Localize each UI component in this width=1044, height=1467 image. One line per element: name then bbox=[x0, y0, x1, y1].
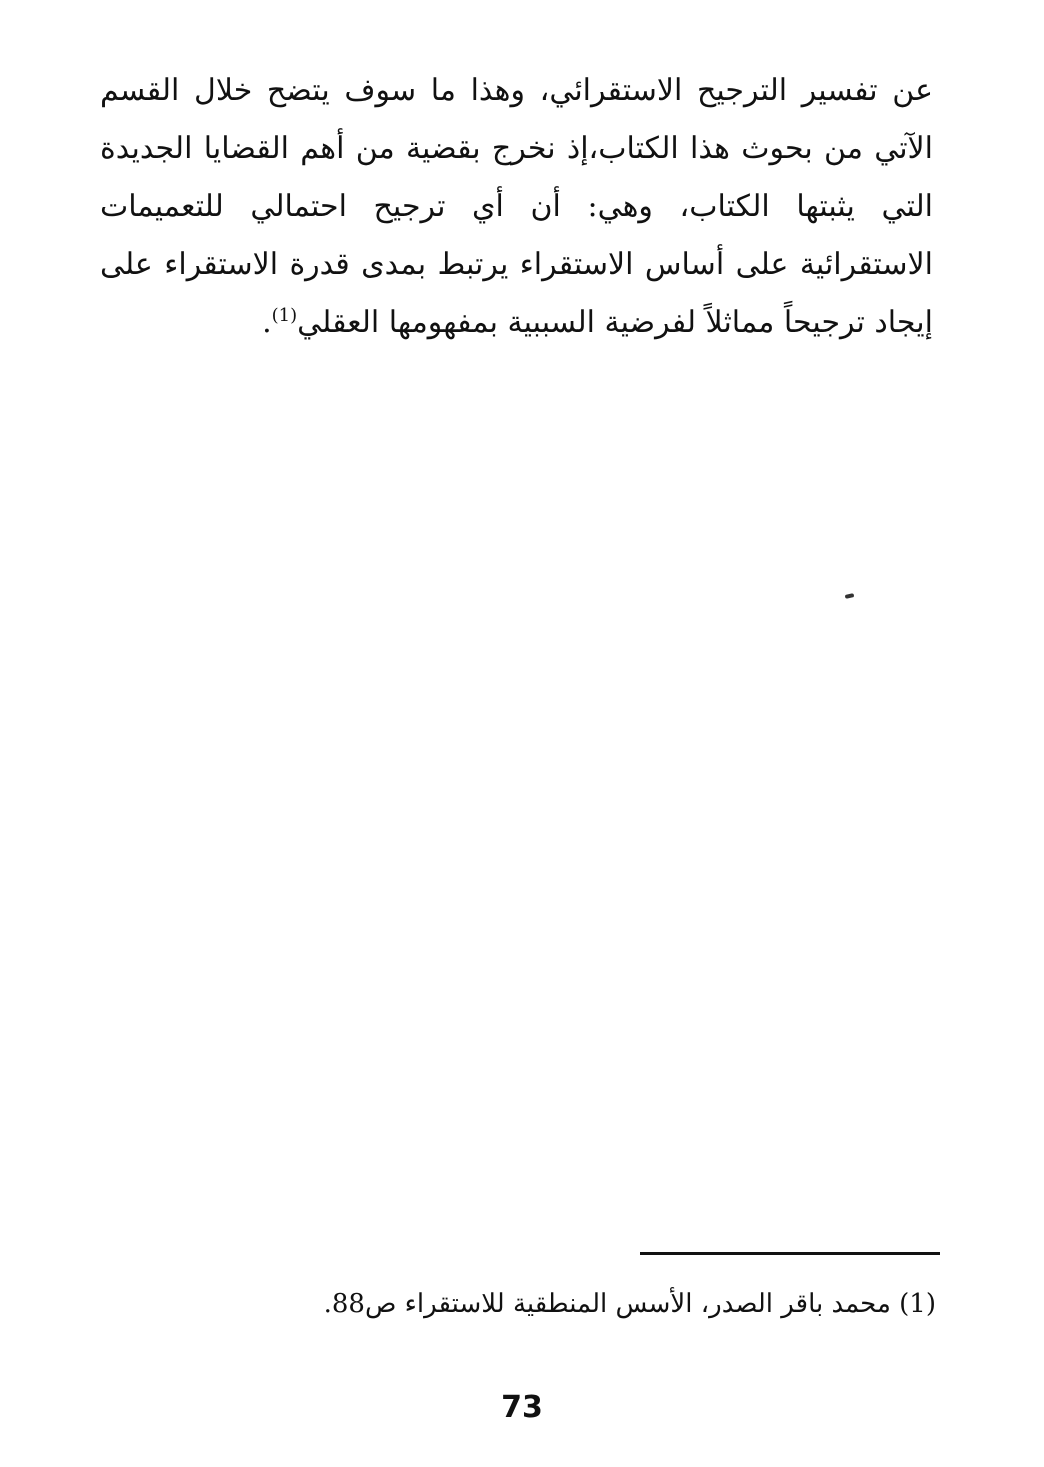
body-paragraph bbox=[100, 62, 933, 352]
end-punctuation: . bbox=[262, 305, 272, 340]
page-number: 73 bbox=[501, 1390, 543, 1425]
body-line-text: إيجاد ترجيحاً مماثلاً لفرضية السببية بمفهومها العقلي bbox=[297, 305, 933, 340]
footnote-separator bbox=[640, 1252, 940, 1255]
footnote: (1) محمد باقر الصدر، الأسس المنطقية للاستقراء ص88. bbox=[323, 1289, 936, 1319]
body-line-last bbox=[100, 294, 933, 352]
body-line: التي يثبتها الكتاب، وهي: أن أي ترجيح احتمالي للتعميمات bbox=[100, 189, 933, 224]
stray-mark bbox=[845, 593, 855, 599]
footnote-reference: (1) bbox=[271, 305, 298, 326]
body-line: الاستقرائية على أساس الاستقراء يرتبط بمدى قدرة الاستقراء على bbox=[100, 247, 933, 282]
body-line: عن تفسير الترجيح الاستقرائي، وهذا ما سوف يتضح خلال القسم bbox=[100, 73, 933, 108]
body-line: الآتي من بحوث هذا الكتاب،إذ نخرج بقضية من أهم القضايا الجديدة bbox=[100, 131, 933, 166]
